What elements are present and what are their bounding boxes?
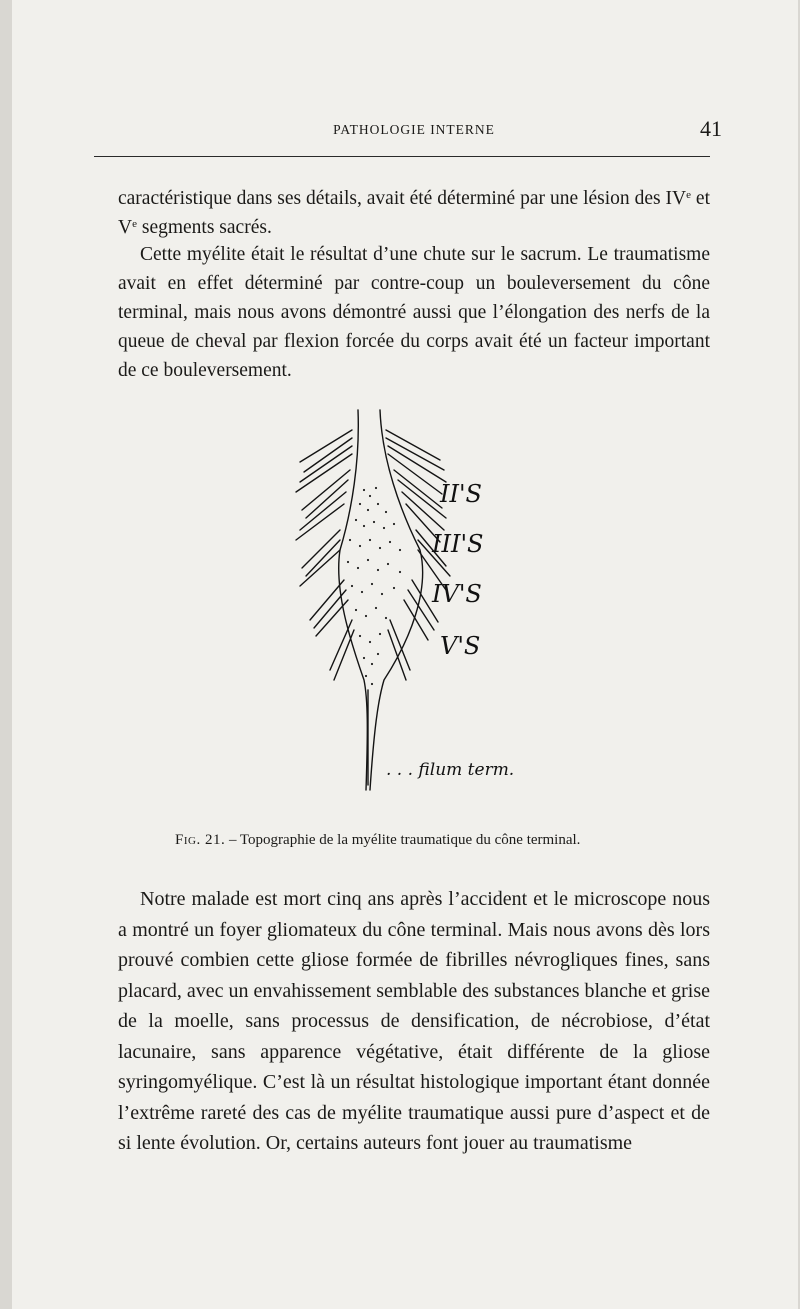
cone-terminal-illustration	[260, 400, 560, 800]
superscript: e	[132, 218, 137, 230]
running-title: PATHOLOGIE INTERNE	[333, 122, 495, 137]
figure-21	[260, 400, 560, 800]
paragraph-3: Notre malade est mort cinq ans après l’accident et le microscope nous a montré un foyer gliomateux du cône terminal. Mais nous avons dès lors prouvé combien cette gliose formée de fibrilles névrogliques fines, sans placard, avec un envahissement semblable des substances blanche et grise de la moelle, sans processus de densification, de nécrobiose, d’état lacunaire, sans apparence végétative, était différente de la gliose syringomyélique. C’est là un résultat histologique important étant donnée l’extrême rareté des cas de myélite traumatique aussi pure d’aspect et de si lente évolution. Or, certains auteurs font jouer au traumatisme	[118, 888, 711, 1154]
caption-text: – Topographie de la myélite traumatique du cône terminal.	[225, 832, 581, 848]
filum-terminal-label: . . . filum term.	[386, 760, 515, 780]
page-number: 41	[700, 116, 722, 141]
header-rule	[94, 156, 710, 157]
paragraph-2: Cette myélite était le résultat d’une chute sur le sacrum. Le traumatisme avait en effet déterminé par contre-coup un bouleversement du cône terminal, mais nous avons démontré aussi que l’élongation des nerfs de la queue de cheval par flexion forcée du corps avait été un facteur important de ce bouleversement.	[118, 244, 710, 381]
superscript: e	[686, 189, 691, 201]
paragraph-1-text: segments sacrés.	[136, 217, 272, 238]
figure-caption	[175, 832, 695, 849]
paragraph-1-text: et V	[118, 188, 710, 238]
page-header	[106, 118, 722, 148]
figure-number: Fig. 21.	[175, 832, 226, 848]
paragraph-1	[118, 184, 710, 242]
segment-label-ii-s: II'S	[440, 480, 482, 508]
segment-label-iv-s: IV'S	[432, 580, 482, 608]
segment-label-iii-s: III'S	[432, 530, 484, 558]
paragraph-1-text: caractéristique dans ses détails, avait été déterminé par une lésion des IV	[118, 188, 687, 209]
segment-label-v-s: V'S	[440, 632, 481, 660]
